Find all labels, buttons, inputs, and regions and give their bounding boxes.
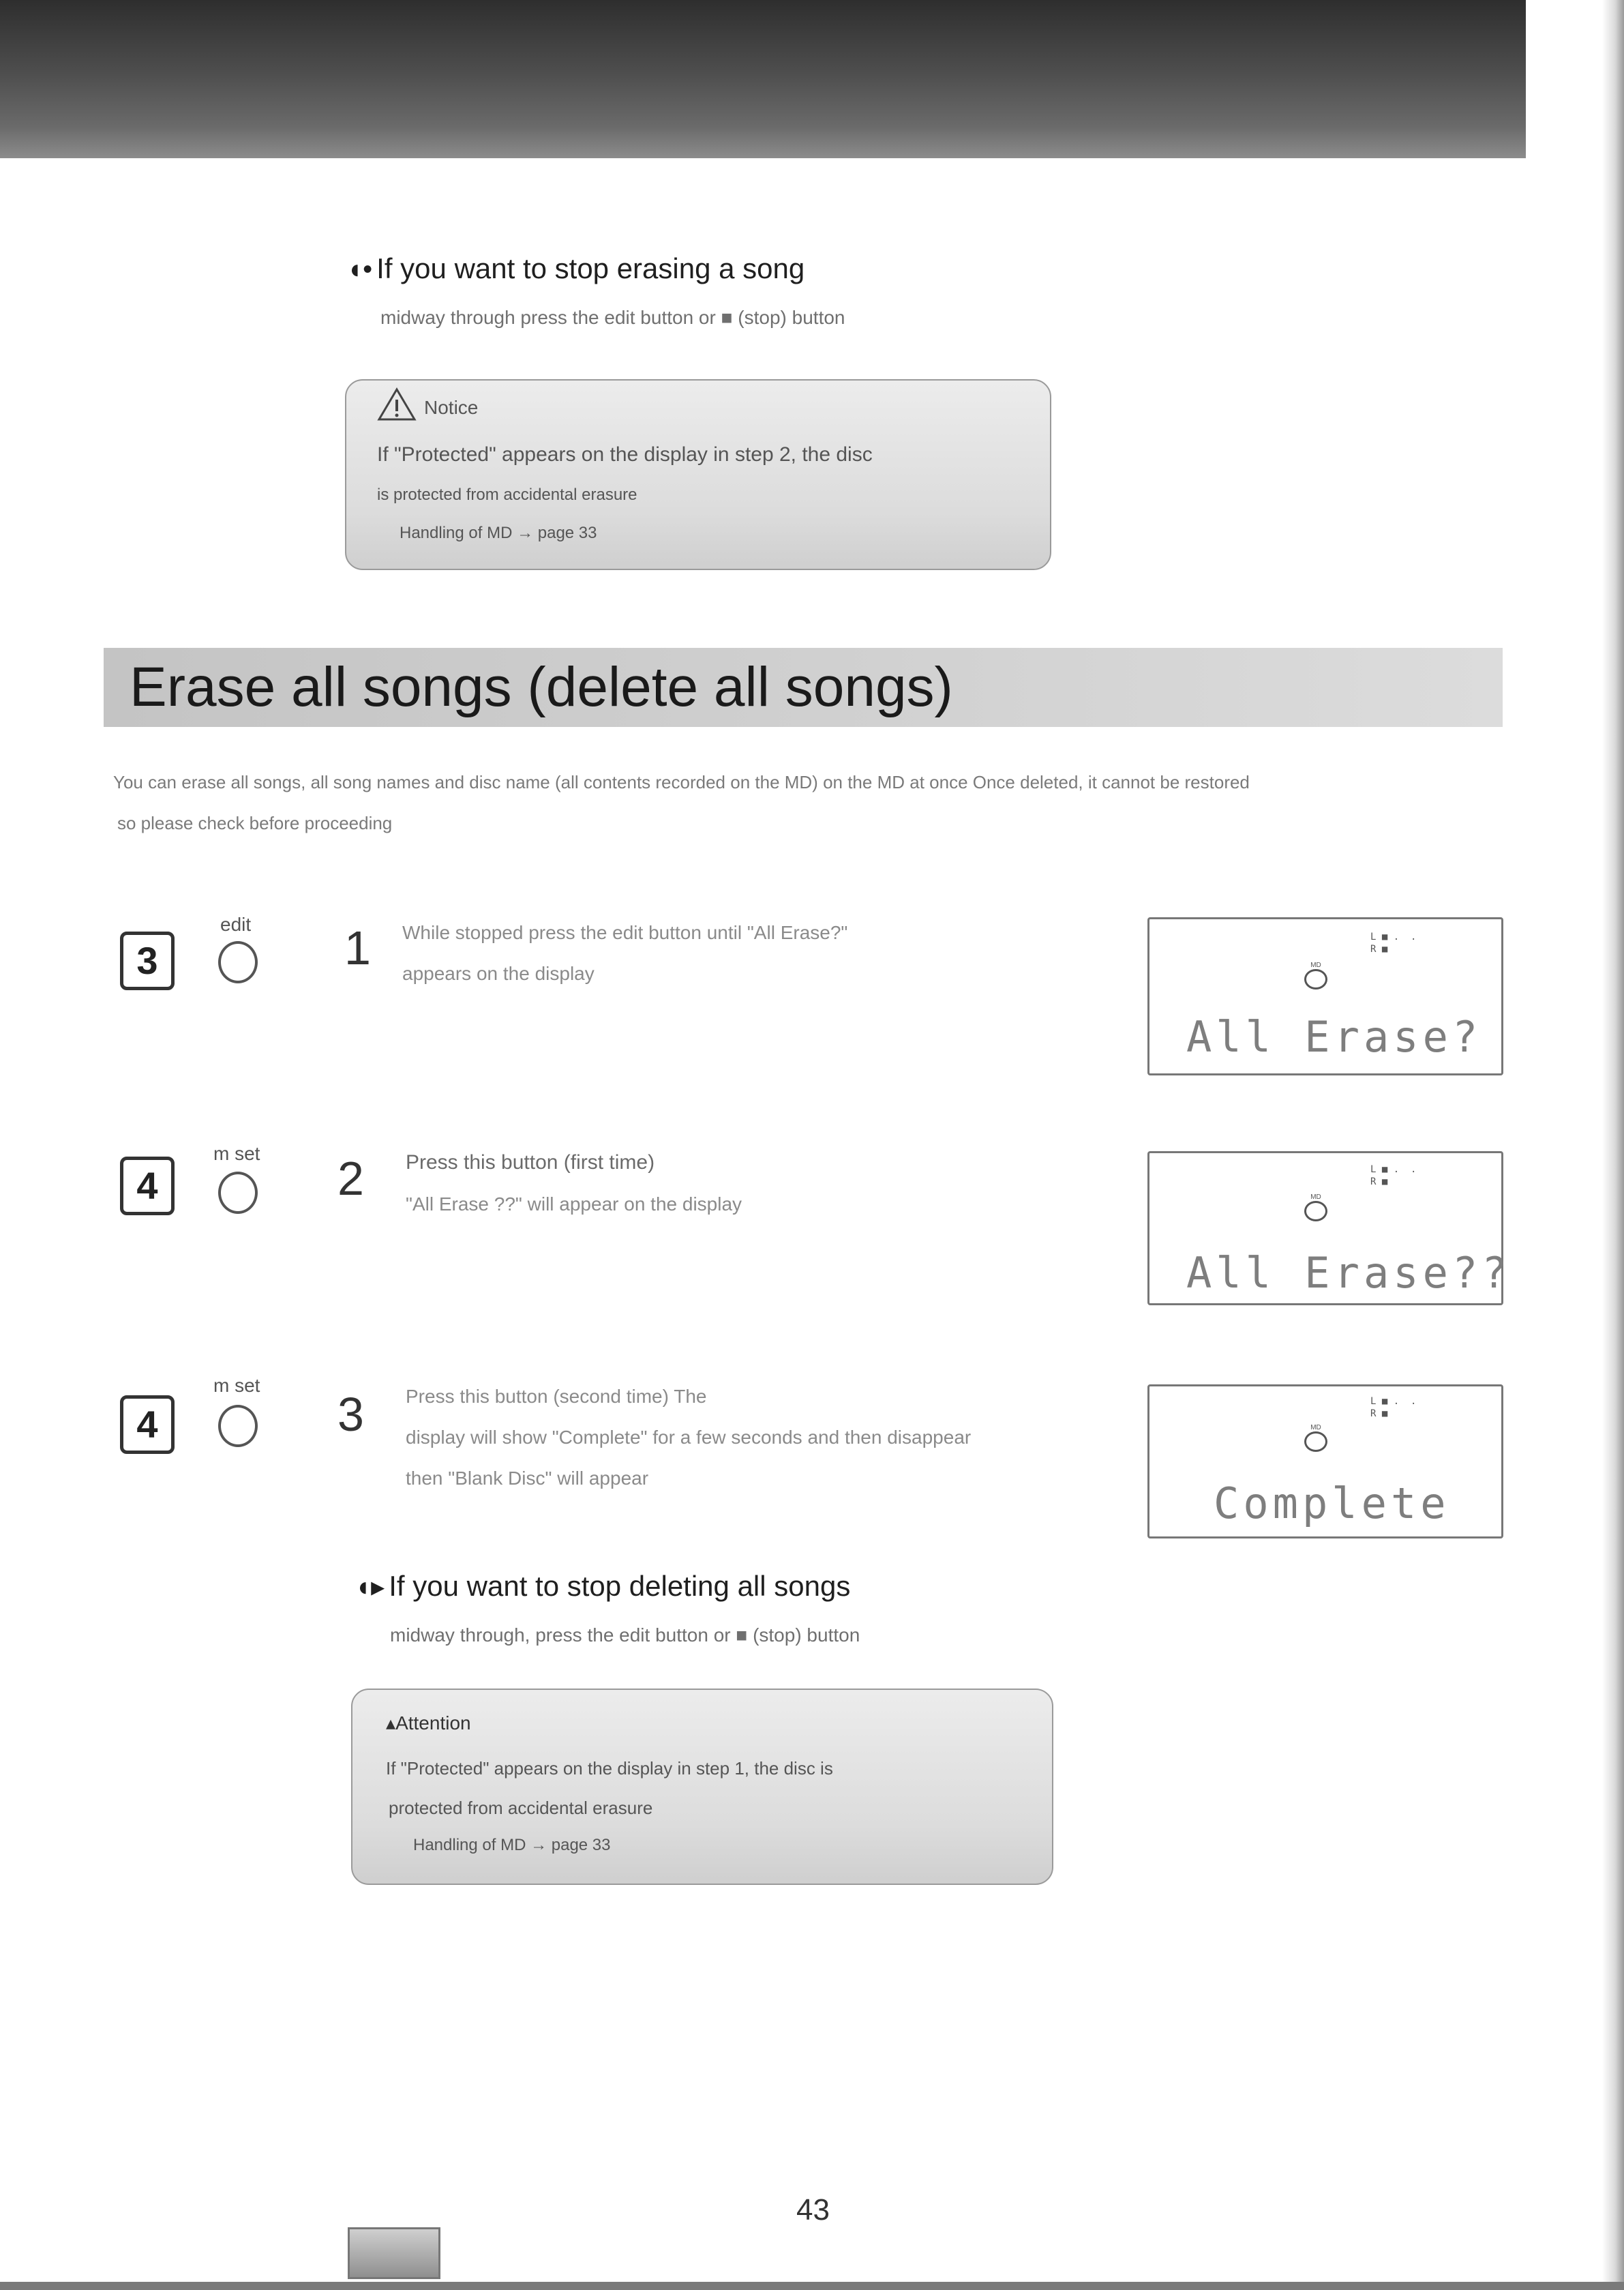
step-2-line-2: "All Erase ??" will appear on the display: [406, 1193, 742, 1215]
step-1-line-2: appears on the display: [402, 963, 595, 984]
stop-deleting-text: midway through, press the edit button or ■ (stop) button: [390, 1624, 860, 1646]
attention-line-1: If "Protected" appears on the display in step 1, the disc is: [386, 1758, 833, 1779]
step-3-line-3: then "Blank Disc" will appear: [406, 1468, 649, 1489]
attention-page-ref: Handling of MD → page 33: [413, 1836, 611, 1854]
stop-erasing-text: midway through press the edit button or ■ (stop) button: [380, 307, 845, 328]
footer-logo: [348, 2227, 440, 2279]
key-badge-4: 4: [120, 1157, 175, 1215]
lcd-text-1: All Erase?: [1186, 1012, 1482, 1062]
notice-page-ref: Handling of MD → page 33: [400, 524, 597, 542]
notice-title: Notice: [424, 397, 479, 418]
lcd-level-indicator: L ■ . . R ■: [1370, 1164, 1417, 1187]
lcd-level-indicator: L ■ . . R ■: [1370, 932, 1417, 955]
md-disc-icon: MD: [1304, 1193, 1328, 1221]
key-badge-3: 3: [120, 932, 175, 990]
step-1-line-1: While stopped press the edit button until "All Erase?": [402, 922, 848, 943]
notice-line-2: is protected from accidental erasure: [377, 486, 637, 504]
md-disc-icon: MD: [1304, 962, 1328, 989]
intro-line-1: You can erase all songs, all song names and disc name (all contents recorded on the MD) on the MD at once Once deleted, it cannot be restored: [113, 772, 1250, 792]
mset-button-icon: [218, 1405, 258, 1447]
mset-button-label: m set: [213, 1375, 260, 1396]
page-edge-shadow: [1602, 0, 1624, 2290]
key-badge-4: 4: [120, 1395, 175, 1454]
lcd-text-2: All Erase??: [1186, 1248, 1512, 1298]
step-number-3: 3: [337, 1388, 364, 1441]
page-number: 43: [796, 2193, 830, 2227]
page-bottom-edge: [0, 2282, 1624, 2290]
lcd-text-3: Complete: [1214, 1478, 1450, 1528]
md-disc-icon: MD: [1304, 1424, 1328, 1451]
attention-bullet-icon: ▴: [386, 1712, 396, 1734]
stop-erasing-heading: ◖• If you want to stop erasing a song: [346, 252, 805, 284]
intro-line-2: so please check before proceeding: [117, 813, 393, 833]
step-3-line-1: Press this button (second time) The: [406, 1386, 707, 1407]
attention-line-2: protected from accidental erasure: [389, 1798, 653, 1818]
mset-button-label: m set: [213, 1143, 260, 1164]
section-title: Erase all songs (delete all songs): [130, 656, 953, 718]
edit-button-icon: [218, 941, 258, 983]
bullet-icon: ◖▸: [355, 1572, 385, 1602]
lcd-level-indicator: L ■ . . R ■: [1370, 1396, 1417, 1419]
step-number-2: 2: [337, 1152, 364, 1205]
step-3-line-2: display will show "Complete" for a few seconds and then disappear: [406, 1427, 972, 1448]
mset-button-icon: [218, 1172, 258, 1214]
warning-triangle-icon: [377, 387, 417, 421]
step-number-1: 1: [344, 921, 371, 975]
notice-line-1: If "Protected" appears on the display in step 2, the disc: [377, 443, 873, 466]
step-2-line-1: Press this button (first time): [406, 1151, 655, 1174]
edit-button-label: edit: [220, 914, 252, 935]
attention-title: ▴Attention: [386, 1712, 471, 1734]
header-bar: [0, 0, 1526, 158]
stop-deleting-heading: ◖▸ If you want to stop deleting all songs: [355, 1570, 851, 1602]
bullet-icon: ◖•: [346, 254, 373, 284]
